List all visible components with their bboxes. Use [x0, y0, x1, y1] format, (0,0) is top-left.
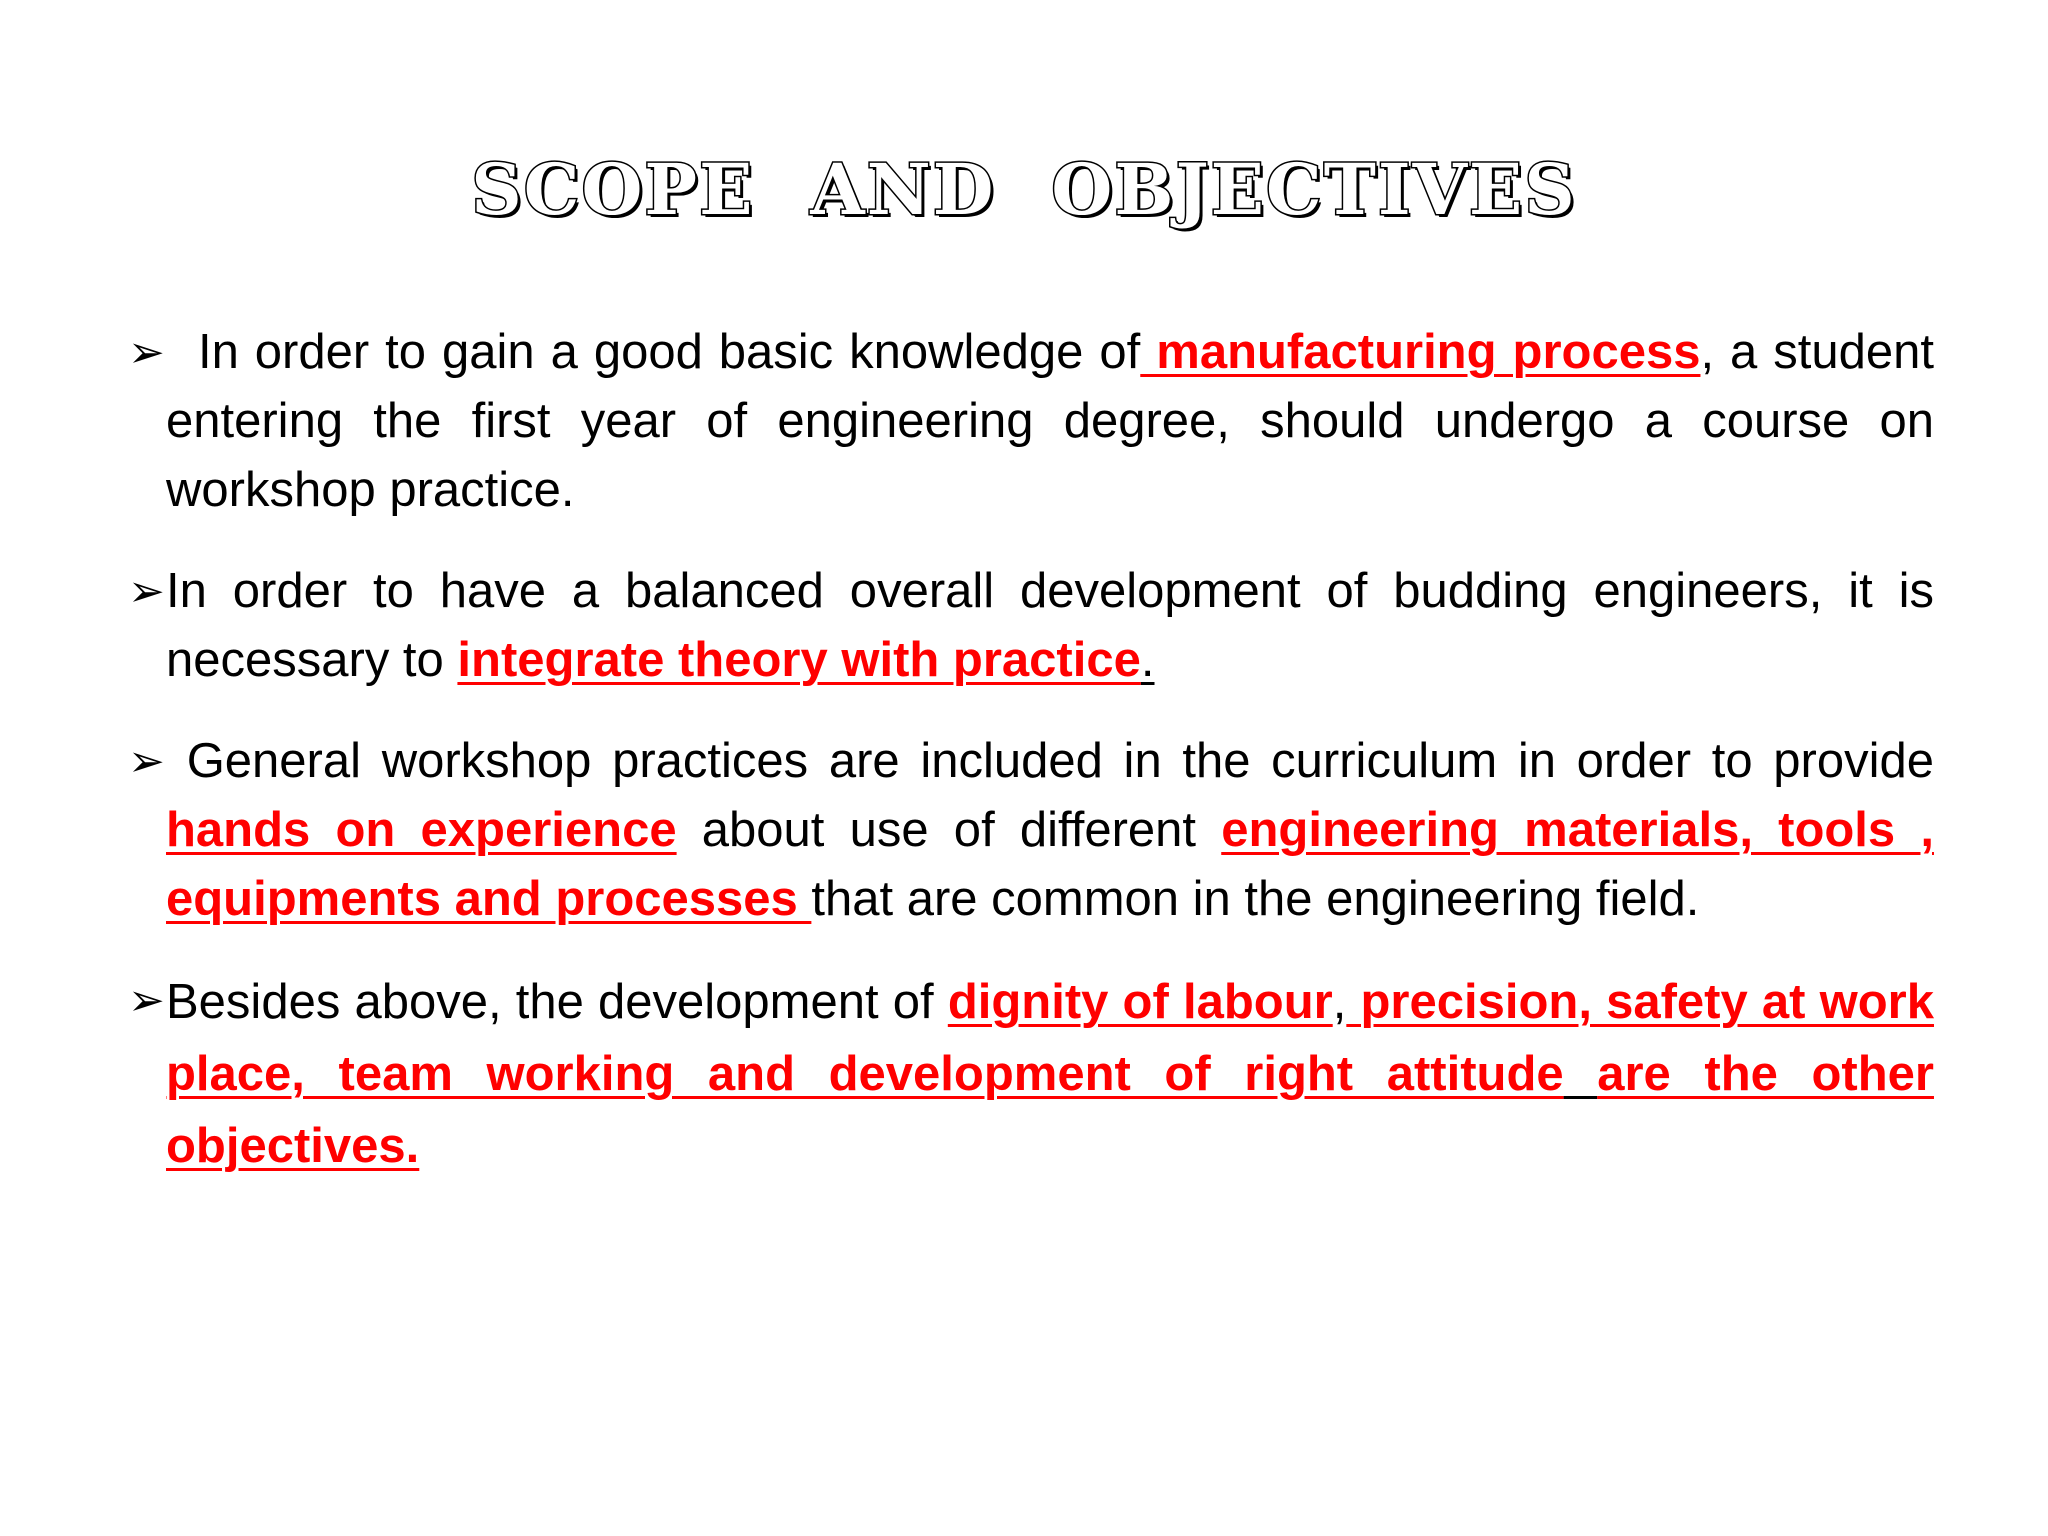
highlight-text: manufacturing process [1140, 325, 1701, 379]
arrow-bullet-icon: ➢ [128, 976, 165, 1025]
slide-title [0, 148, 2048, 231]
highlight-text: are the other objectives. [166, 1047, 1934, 1173]
arrow-bullet-icon: ➢ [128, 567, 165, 616]
title-word-scope: SCOPE [471, 148, 755, 231]
bullet-item [128, 318, 1934, 525]
bullet-text: General workshop practices are included in the curriculum in order to provide [186, 734, 1934, 788]
title-word-objectives: OBJECTIVES [1051, 148, 1577, 231]
bullet-text: about use of different [676, 803, 1222, 857]
bullet-item [128, 966, 1934, 1182]
bullet-text [1564, 1047, 1598, 1101]
bullet-item [128, 727, 1934, 934]
highlight-text: dignity of labour [947, 975, 1333, 1029]
arrow-bullet-icon: ➢ [128, 328, 165, 377]
bullet-text: Besides above, the development of [166, 975, 948, 1029]
arrow-bullet-icon: ➢ [128, 737, 165, 786]
highlight-text: hands on experience [166, 803, 677, 857]
title-word-and: AND [810, 148, 996, 231]
bullet-text: that are common in the engineering field. [811, 872, 1700, 926]
bullet-item [128, 557, 1934, 695]
highlight-text: precision, safety at work place, team working and development of right attitude [166, 975, 1934, 1101]
bullet-text: . [1140, 633, 1155, 687]
bullet-list [128, 318, 1934, 1182]
bullet-text: , [1332, 975, 1347, 1029]
highlight-text: engineering materials, tools , equipments and processes [166, 803, 1934, 926]
bullet-text: In order to have a balanced overall development of budding engineers, it is necessary to [166, 564, 1934, 687]
bullet-text: In order to gain a good basic knowledge of [197, 325, 1141, 379]
bullet-text: , a student entering the first year of engineering degree, should undergo a course on workshop practice. [166, 325, 1935, 517]
highlight-text: integrate theory with practice [457, 633, 1141, 687]
